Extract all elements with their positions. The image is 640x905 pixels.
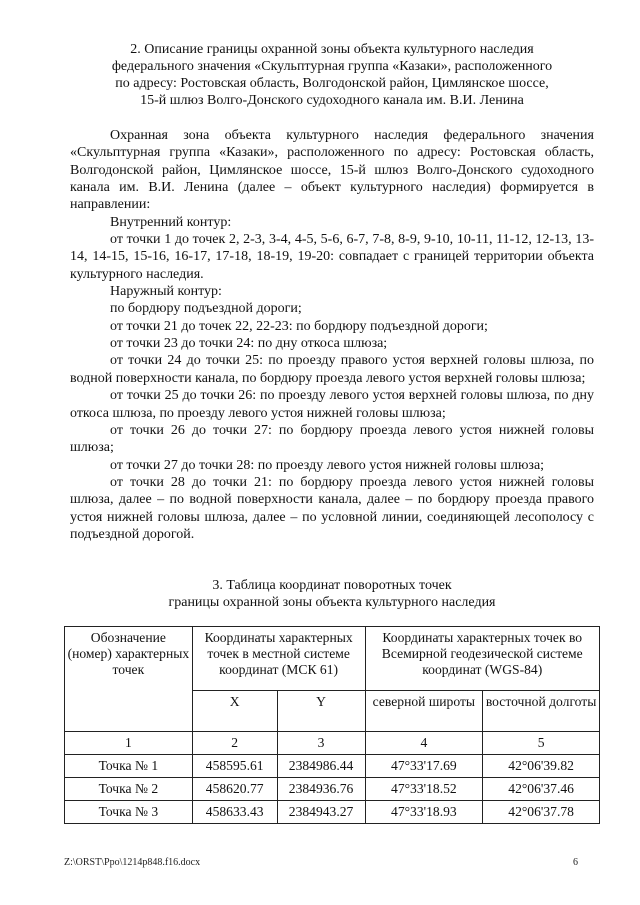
header-point-designation: Обозначение (номер) характерных точек (65, 627, 193, 732)
column-number: 4 (365, 732, 483, 755)
inner-contour-label: Внутренний контур: (110, 214, 232, 230)
point-longitude: 42°06'37.46 (483, 778, 600, 801)
column-number: 5 (483, 732, 600, 755)
outer-contour-item: по бордюру подъездной дороги; (110, 301, 302, 317)
point-name: Точка № 1 (65, 755, 193, 778)
footer-page-number: 6 (573, 857, 578, 868)
point-y: 2384936.76 (277, 778, 365, 801)
point-latitude: 47°33'18.93 (365, 801, 483, 824)
section-2-body (70, 127, 594, 543)
section-3-title (70, 577, 594, 611)
header-longitude: восточной долготы (483, 691, 600, 732)
header-y: Y (277, 691, 365, 732)
section-2-title-line: 2. Описание границы охранной зоны объекта культурного наследия (130, 42, 534, 57)
point-y: 2384943.27 (277, 801, 365, 824)
section-2-title-line: по адресу: Ростовская область, Волгодонской район, Цимлянское шоссе, (115, 76, 549, 91)
header-x: X (192, 691, 277, 732)
header-wgs-coordinates: Координаты характерных точек во Всемирной геодезической системе координат (WGS-84) (365, 627, 600, 691)
intro-paragraph: Охранная зона объекта культурного наследия федерального значения «Скульптурная группа «Казаки», расположенного по адресу: Ростовская область, Волгодонской район, Цимлянское шоссе, 15-й шлюз Волго-Донского судоходного канала им. В.И. Ленина (далее – объект культурного наследия) формируется в направлении: (70, 128, 594, 213)
header-latitude: северной широты (365, 691, 483, 732)
section-2-title (70, 41, 594, 109)
table-row (65, 755, 600, 778)
point-x: 458620.77 (192, 778, 277, 801)
table-row (65, 778, 600, 801)
inner-contour-text: от точки 1 до точек 2, 2-3, 3-4, 4-5, 5-6, 6-7, 7-8, 8-9, 9-10, 10-11, 11-12, 12-13, 13-14, 14-15, 15-16, 16-17, 17-18, 18-19, 19-20: совпадает с границей территории объекта культурного наследия. (70, 232, 594, 282)
point-longitude: 42°06'37.78 (483, 801, 600, 824)
section-3-title-line: границы охранной зоны объекта культурного наследия (168, 595, 496, 610)
section-2-title-line: федерального значения «Скульптурная группа «Казаки», расположенного (111, 59, 553, 74)
outer-contour-item: от точки 25 до точки 26: по проезду левого устоя верхней головы шлюза, по дну откоса шлюза, по проезду левого устоя нижней головы шлюза; (70, 388, 594, 421)
column-number: 1 (65, 732, 193, 755)
point-name: Точка № 2 (65, 778, 193, 801)
point-y: 2384986.44 (277, 755, 365, 778)
point-x: 458633.43 (192, 801, 277, 824)
section-3-title-line: 3. Таблица координат поворотных точек (212, 578, 452, 593)
point-name: Точка № 3 (65, 801, 193, 824)
outer-contour-item: от точки 28 до точки 21: по бордюру проезда левого устоя нижней головы шлюза, далее – по водной поверхности канала, далее – по бордюру проезда правого устоя нижней головы шлюза, далее – по условной линии, соединяющей лесополосу с подъездной дорогой. (70, 474, 594, 542)
outer-contour-item: от точки 23 до точки 24: по дну откоса шлюза; (110, 336, 388, 352)
section-2-title-line: 15-й шлюз Волго-Донского судоходного канала им. В.И. Ленина (140, 93, 524, 108)
point-longitude: 42°06'39.82 (483, 755, 600, 778)
column-number: 2 (192, 732, 277, 755)
point-latitude: 47°33'18.52 (365, 778, 483, 801)
outer-contour-label: Наружный контур: (110, 284, 222, 300)
table-row (65, 801, 600, 824)
footer-file-path: Z:\ORST\Ppo\1214p848.f16.docx (64, 857, 201, 868)
outer-contour-item: от точки 27 до точки 28: по проезду левого устоя нижней головы шлюза; (110, 457, 545, 473)
table-header-row (65, 627, 600, 691)
outer-contour-item: от точки 26 до точки 27: по бордюру проезда левого устоя нижней головы шлюза; (70, 422, 594, 456)
outer-contour-item: от точки 24 до точки 25: по проезду правого устоя верхней головы шлюза, по водной поверхности канала, по бордюру проезда левого устоя верхней головы шлюза; (70, 353, 594, 386)
table-numbering-row (65, 732, 600, 755)
column-number: 3 (277, 732, 365, 755)
point-x: 458595.61 (192, 755, 277, 778)
coordinates-table (64, 626, 600, 824)
header-local-coordinates: Координаты характерных точек в местной системе координат (МСК 61) (192, 627, 365, 691)
outer-contour-item: от точки 21 до точек 22, 22-23: по бордюру подъездной дороги; (110, 318, 488, 334)
point-latitude: 47°33'17.69 (365, 755, 483, 778)
